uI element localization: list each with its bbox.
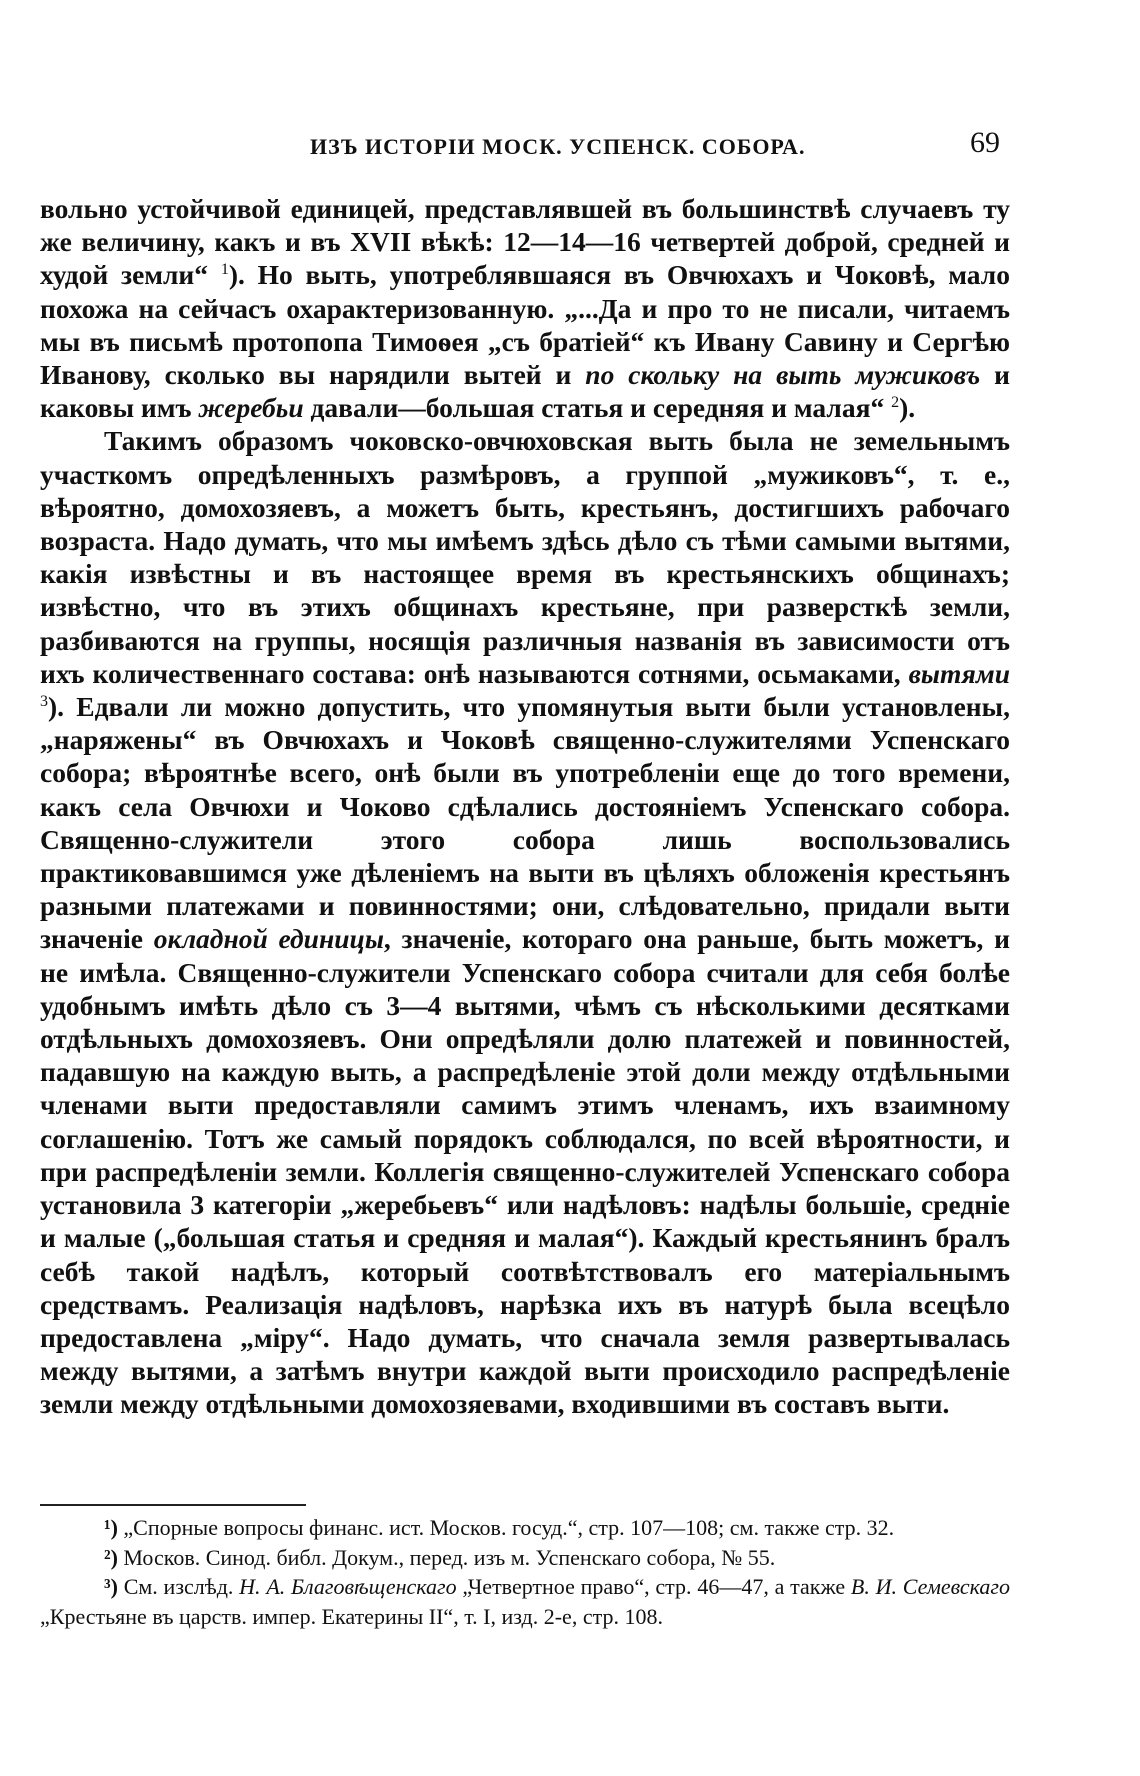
- footnote-mark: ¹): [104, 1515, 118, 1540]
- running-title: ИЗЪ ИСТОРІИ МОСК. УСПЕНСК. СОБОРА.: [310, 134, 806, 159]
- paragraph-1: [40, 192, 1010, 424]
- book-page: [40, 0, 1050, 1776]
- italic-run: окладной единицы: [153, 923, 384, 955]
- body-text: [40, 192, 1010, 1421]
- page-header: [40, 122, 1050, 162]
- author-name: Н. А. Благовѣщенскаго: [239, 1574, 457, 1599]
- footnote-ref: 1: [220, 261, 229, 279]
- text-run: ). Но выть, употреблявшаяся въ Овчюхахъ и Чоковѣ, мало похожа на сейчасъ охарактеризованную. „...Да и про то не писали, читаемъ мы въ письмѣ протопопа Тимоѳея „съ братіей“ къ Ивану Савину и Сергѣю Иванову, сколько вы нарядили вытей и: [40, 259, 1010, 391]
- italic-run: вытями: [908, 657, 1010, 689]
- text-run: ).: [899, 392, 916, 424]
- footnotes: [40, 1513, 1010, 1631]
- page-number: 69: [970, 126, 1000, 159]
- footnote-2: [40, 1543, 1010, 1573]
- italic-run: по скольку на выть мужиковъ: [585, 359, 981, 391]
- footnote-text: „Спорные вопросы финанс. ист. Москов. госуд.“, стр. 107—108; см. также стр. 32.: [117, 1515, 895, 1540]
- footnote-ref: 3: [40, 692, 48, 710]
- footnote-1: [40, 1513, 1010, 1543]
- footnote-text: „Крестьяне въ царств. импер. Екатерины II“, т. I, изд. 2-е, стр. 108.: [40, 1603, 663, 1629]
- text-run: ). Едвали ли можно допустить, что упомянутыя выти были установлены, „наряжены“ въ Овчюхахъ и Чоковѣ священно-служителями Успенскаго собора; вѣроятнѣе всего, онѣ были въ употребленіи еще до того времени, какъ села Овчюхи и Чоково сдѣлались достояніемъ Успенскаго собора. Священно-служители этого собора лишь воспользовались практиковавшимся уже дѣленіемъ на выти въ цѣляхъ обложенія крестьянъ разными платежами и повинностями; они, слѣдовательно, придали выти значеніе: [40, 691, 1010, 955]
- footnote-3: [40, 1572, 1010, 1631]
- footnote-text: „Четвертное право“, стр. 46—47, а также: [456, 1574, 851, 1599]
- footnote-text: Москов. Синод. библ. Докум., перед. изъ м. Успенскаго собора, № 55.: [117, 1544, 776, 1570]
- paragraph-2: [40, 424, 1010, 1420]
- text-run: давали—большая статья и середняя и малая“: [303, 392, 892, 424]
- text-run: , значеніе, котораго она раньше, быть можетъ, и не имѣла. Священно-служители Успенскаго собора считали для себя болѣе удобнымъ имѣть дѣло съ 3—4 вытями, чѣмъ съ нѣсколькими десятками отдѣльныхъ домохозяевъ. Они опредѣляли долю платежей и повинностей, падавшую на каждую выть, а распредѣленіе этой доли между отдѣльными членами выти предоставляли самимъ этимъ членамъ, ихъ взаимному соглашенію. Тотъ же самый порядокъ соблюдался, по всей вѣроятности, и при распредѣленіи земли. Коллегія священно-служителей Успенскаго собора установила 3 категоріи „жеребьевъ“ или надѣловъ: надѣлы большіе, средніе и малые („большая статья и средняя и малая“). Каждый крестьянинъ бралъ себѣ такой надѣлъ, который соотвѣтствовалъ его матеріальнымъ средствамъ. Реализація надѣловъ, нарѣзка ихъ въ натурѣ была всецѣло предоставлена „міру“. Надо думать, что сначала земля развертывалась между вытями, а затѣмъ внутри каждой выти происходило распредѣленіе земли между отдѣльными домохозяевами, входившими въ составъ выти.: [40, 923, 1011, 1420]
- text-run: вольно устойчивой единицей, представлявшей въ большинствѣ случаевъ ту же величину, какъ и въ XVII вѣкѣ: 12—14—16 четвертей доброй, средней и худой земли“: [40, 193, 1010, 291]
- italic-run: жеребьи: [198, 392, 304, 424]
- author-name: В. И. Семевскаго: [850, 1574, 1010, 1599]
- footnote-divider: [40, 1504, 306, 1506]
- text-run: Такимъ образомъ чоковско-овчюховская выть была не земельнымъ участкомъ опредѣленныхъ размѣровъ, а группой „мужиковъ“, т. е., вѣроятно, домохозяевъ, а можетъ быть, крестьянъ, достигшихъ рабочаго возраста. Надо думать, что мы имѣемъ здѣсь дѣло съ тѣми самыми вытями, какія извѣстны и въ настоящее время въ крестьянскихъ общинахъ; извѣстно, что въ этихъ общинахъ крестьяне, при разверсткѣ земли, разбиваются на группы, носящія различныя названія въ зависимости отъ ихъ количественнаго состава: онѣ называются сотнями, осьмаками,: [40, 425, 1010, 689]
- footnote-text: См. изслѣд.: [117, 1574, 240, 1599]
- footnote-mark: ²): [104, 1544, 118, 1570]
- footnote-ref: 2: [891, 394, 900, 412]
- text-run: и каковы имъ: [40, 359, 1010, 424]
- footnote-mark: ³): [104, 1574, 118, 1599]
